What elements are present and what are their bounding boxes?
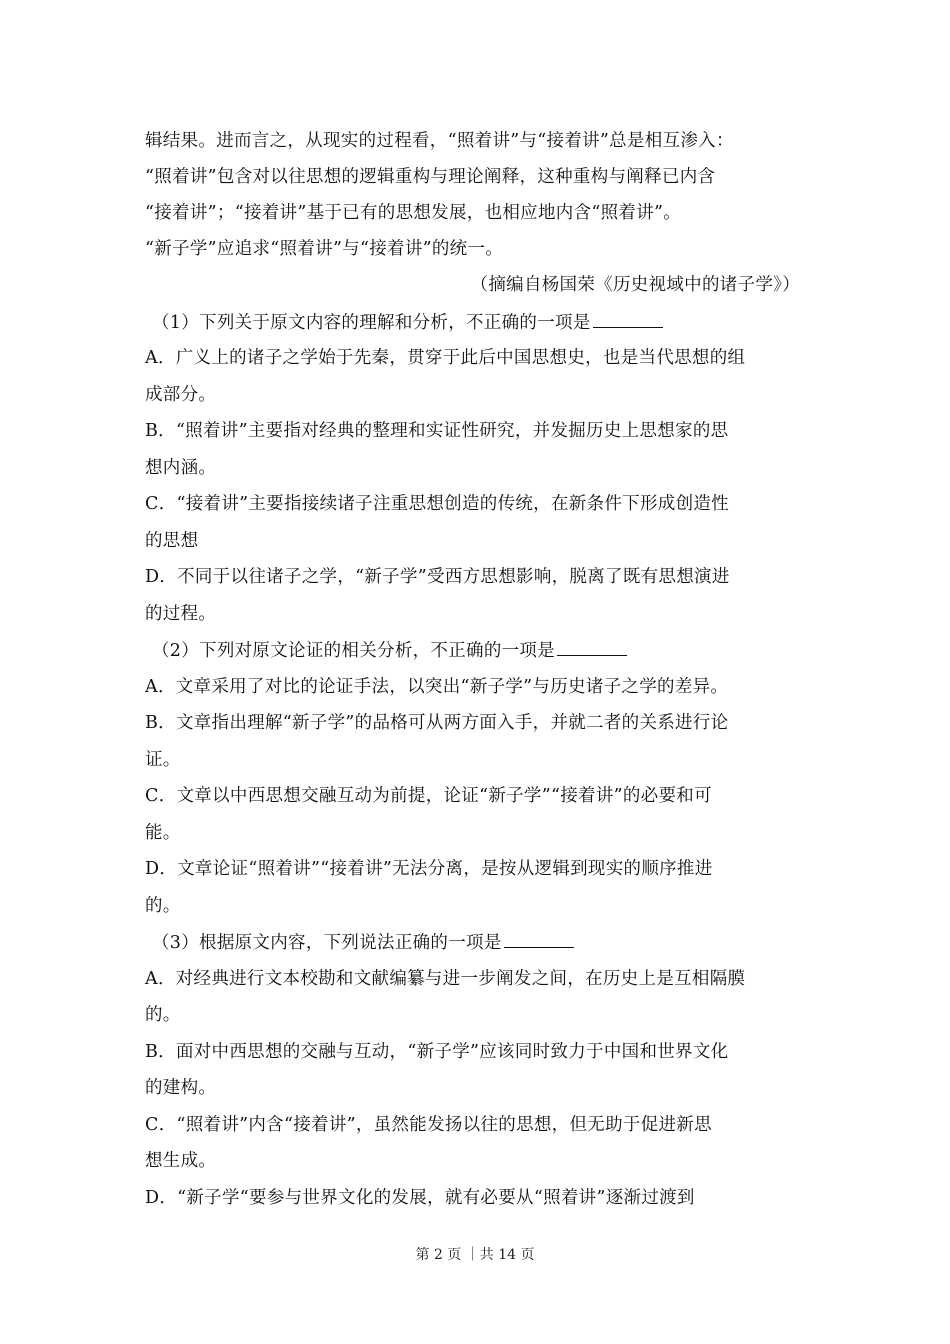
q2-option-c-cont: 能。 xyxy=(145,823,181,843)
source-citation: （摘编自杨国荣《历史视域中的诸子学》） xyxy=(470,275,800,295)
q1-option-d-cont: 的过程。 xyxy=(145,604,217,624)
question-2-stem: （2）下列对原文论证的相关分析，不正确的一项是 xyxy=(152,637,627,664)
passage-line: “照着讲”包含对以往思想的逻辑重构与理论阐释，这种重构与阐释已内含 xyxy=(145,167,716,187)
q1-option-b: B．“照着讲”主要指对经典的整理和实证性研究，并发掘历史上思想家的思 xyxy=(145,421,729,441)
q1-option-b-cont: 想内涵。 xyxy=(145,458,217,478)
q3-option-a: A．对经典进行文本校勘和文献编纂与进一步阐发之间，在历史上是互相隔膜 xyxy=(145,969,746,989)
passage-line: 辑结果。进而言之，从现实的过程看，“照着讲”与“接着讲”总是相互渗入： xyxy=(145,131,734,151)
q1-option-d: D．不同于以往诸子之学，“新子学”受西方思想影响，脱离了既有思想演进 xyxy=(145,567,730,587)
question-1-stem: （1）下列关于原文内容的理解和分析，不正确的一项是 xyxy=(152,309,663,336)
q1-option-c-cont: 的思想 xyxy=(145,531,199,551)
q2-option-c: C．文章以中西思想交融互动为前提，论证“新子学”“接着讲”的必要和可 xyxy=(145,786,712,806)
q3-option-a-cont: 的。 xyxy=(145,1005,181,1025)
passage-line: “接着讲”；“接着讲”基于已有的思想发展，也相应地内含“照着讲”。 xyxy=(145,203,682,223)
answer-blank xyxy=(504,929,574,948)
question-3-stem: （3）根据原文内容，下列说法正确的一项是 xyxy=(152,929,574,956)
q2-option-d: D．文章论证“照着讲”“接着讲”无法分离，是按从逻辑到现实的顺序推进 xyxy=(145,859,713,879)
answer-blank xyxy=(593,309,663,328)
page-footer: 第 2 页 ｜共 14 页 xyxy=(415,1247,535,1263)
q2-option-d-cont: 的。 xyxy=(145,896,181,916)
q3-option-c-cont: 想生成。 xyxy=(145,1151,217,1171)
q1-option-a-cont: 成部分。 xyxy=(145,385,217,405)
q2-option-a: A．文章采用了对比的论证手法，以突出“新子学”与历史诸子之学的差异。 xyxy=(145,677,729,697)
q3-option-d: D．“新子学“要参与世界文化的发展，就有必要从“照着讲”逐渐过渡到 xyxy=(145,1188,695,1208)
q3-option-b: B．面对中西思想的交融与互动，“新子学”应该同时致力于中国和世界文化 xyxy=(145,1042,729,1062)
q2-option-b: B．文章指出理解“新子学”的品格可从两方面入手，并就二者的关系进行论 xyxy=(145,713,729,733)
passage-line: “新子学”应追求“照着讲”与“接着讲”的统一。 xyxy=(145,239,504,259)
q3-option-c: C．“照着讲”内含“接着讲”，虽然能发扬以往的思想，但无助于促进新思 xyxy=(145,1115,712,1135)
answer-blank xyxy=(557,637,627,656)
q2-option-b-cont: 证。 xyxy=(145,750,181,770)
q1-option-c: C．“接着讲”主要指接续诸子注重思想创造的传统，在新条件下形成创造性 xyxy=(145,494,729,514)
q3-option-b-cont: 的建构。 xyxy=(145,1078,217,1098)
q1-option-a: A．广义上的诸子之学始于先秦，贯穿于此后中国思想史，也是当代思想的组 xyxy=(145,348,746,368)
